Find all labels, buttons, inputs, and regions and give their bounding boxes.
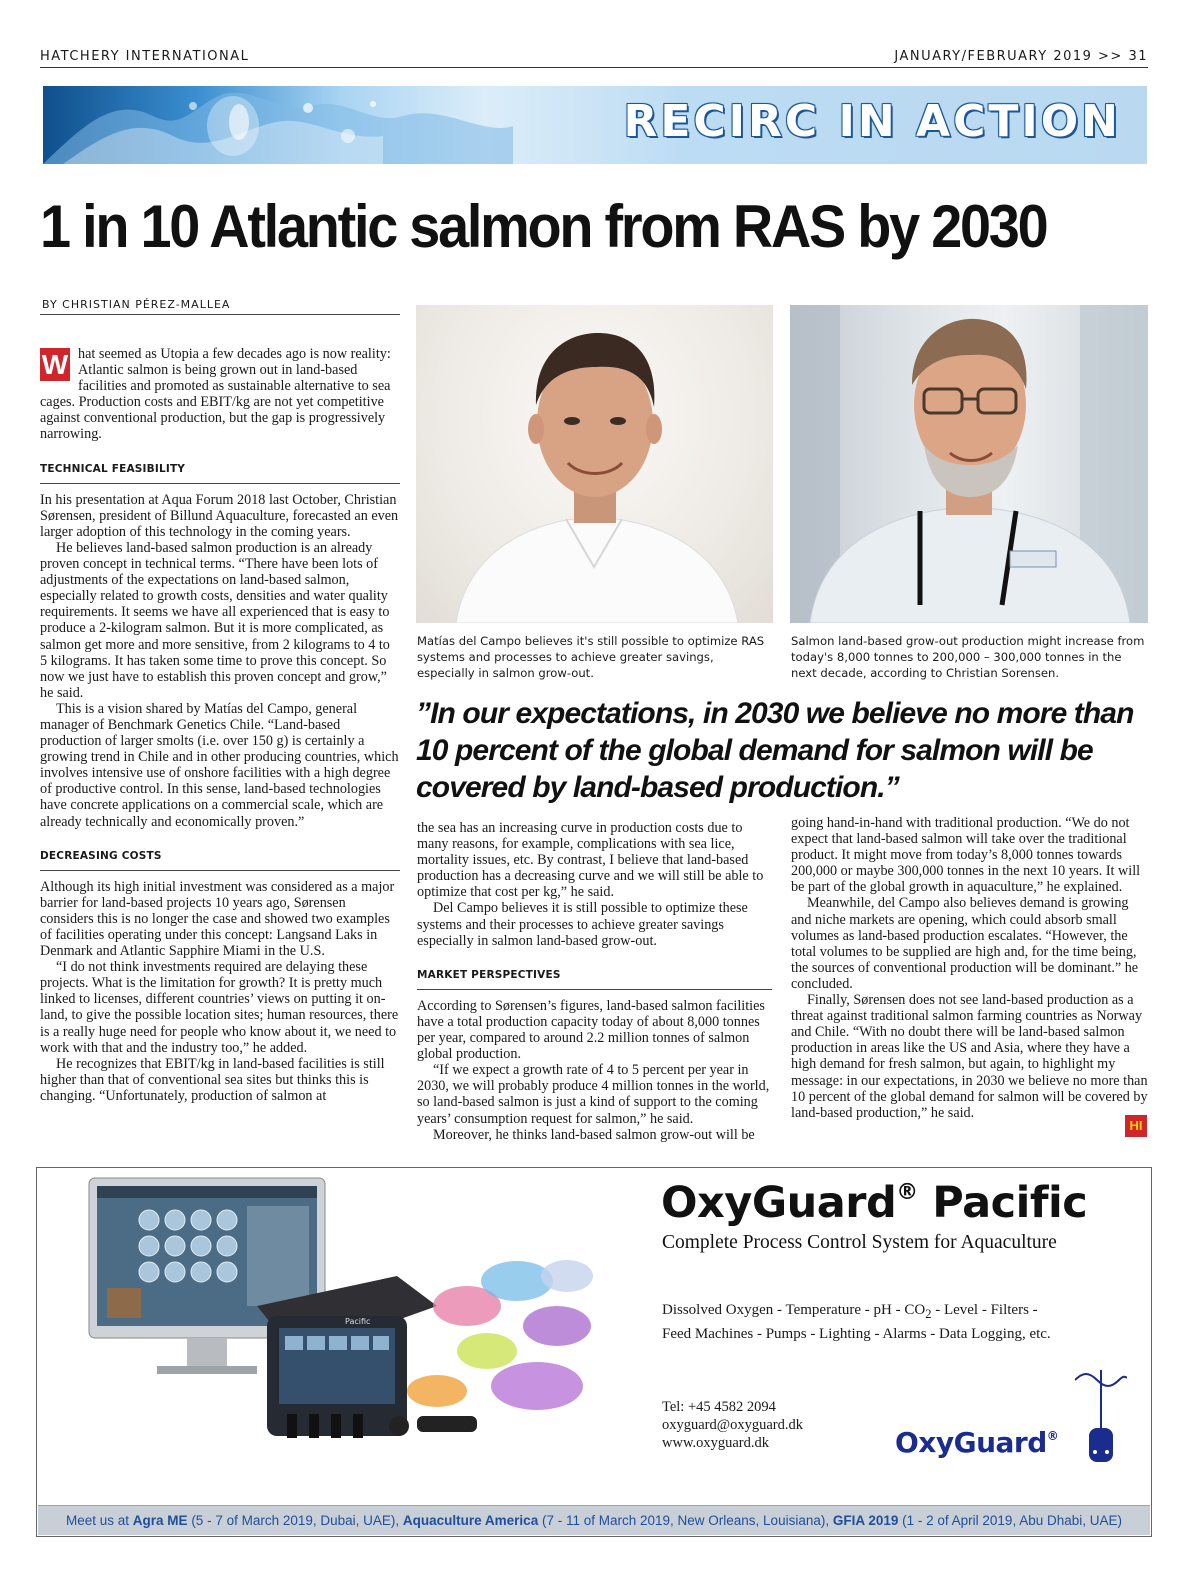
section-heading-costs: DECREASING COSTS (40, 848, 400, 871)
feature-line-1 (662, 1300, 1092, 1324)
article-column-2 (417, 820, 772, 1143)
pull-quote: ”In our expectations, in 2030 we believe no more than 10 percent of the global demand for salmon will be covered by land-based production.” (416, 697, 1134, 804)
paragraph: “If we expect a growth rate of 4 to 5 percent per year in 2030, we will probably produce 4 million tonnes in the world, so land-based salmon is just a kind of support to the coming years’ consumption request for salmon,” he said. (417, 1062, 770, 1127)
ad-feature-list (662, 1300, 1092, 1344)
event-name: GFIA 2019 (832, 1513, 899, 1528)
ad-brand-title (661, 1178, 1087, 1228)
logo-registered-mark: ® (1046, 1429, 1059, 1443)
phone-number: Tel: +45 4582 2094 (662, 1399, 776, 1415)
registered-mark: ® (896, 1180, 918, 1205)
water-splash-graphic (43, 86, 603, 164)
paragraph: Del Campo believes it is still possible to optimize these systems and their processes to achieve greater savings especially in salmon land-based grow-out. (417, 900, 748, 949)
paragraph: He believes land-based salmon production is an already proven concept in technical terms. “There have been lots of adjustments of the expectations on land-based salmon, especially related to growth costs, densities and water quality requirements. It seems we have all experienced that is easy to produce a 2-kilogram salmon. But it is more complicated, as salmon get more and more sensitive, from 2 kilograms to 4 to 5 kilograms. It has taken some time to prove this concept. So now we just have to establish this proven concept and grow,” he said. (40, 539, 390, 701)
event-name: Aquaculture America (402, 1513, 539, 1528)
paragraph: In his presentation at Aqua Forum 2018 last October, Christian Sørensen, president of Billund Aquaculture, forecasted an even larger adoption of this technology in the coming years. (40, 491, 399, 540)
paragraph: According to Sørensen’s figures, land-based salmon facilities have a total production capacity today of about 8,000 tonnes per year, compared to around 2.2 million tonnes of salmon global production. (417, 997, 765, 1063)
paragraph: the sea has an increasing curve in production costs due to many reasons, for example, complications with sea lice, mortality issues, etc. By contrast, I believe that land-based production has a decreasing curve and we will still be able to optimize that cost per kg,” he said. (417, 820, 764, 901)
event-detail: (7 - 11 of March 2019, New Orleans, Louisiana), (538, 1513, 833, 1528)
section-heading-technical: TECHNICAL FEASIBILITY (40, 461, 400, 484)
running-header (40, 48, 1148, 68)
paragraph: This is a vision shared by Matías del Campo, general manager of Benchmark Genetics Chile. “Land-based production of larger smolts (i.e. over 150 g) is certainly a growing trend in Chile and in other producing countries, which involves intensive use of onshore facilities with a high degree of productive control. In this sense, land-based technologies have concrete applications on a commercial scale, which are already technically and economically proven.” (40, 700, 399, 830)
paragraph: “I do not think investments required are delaying these projects. What is the limitation for growth? It is pretty much linked to licenses, different countries’ views on putting it on-land, to give the possible location sites; human resources, there is a really huge need for people who know about it, we need to work with that and the industry too,” he added. (40, 959, 399, 1056)
photo-caption-1: Matías del Campo believes it's still possible to optimize RAS systems and processes to achieve greater savings, especially in salmon grow-out. (417, 634, 765, 680)
ad-tagline: Complete Process Control System for Aquaculture (662, 1232, 1057, 1253)
byline: BY CHRISTIAN PÉREZ-MALLEA (42, 298, 231, 311)
section-title: RECIRC IN ACTION (623, 96, 1121, 147)
section-banner (43, 86, 1147, 164)
oxyguard-logo (895, 1418, 1135, 1470)
photo-matias-del-campo (416, 305, 773, 623)
email-link[interactable]: oxyguard@oxyguard.dk (662, 1417, 804, 1433)
ad-events-footer (38, 1505, 1150, 1535)
oxyguard-advertisement[interactable] (36, 1167, 1152, 1537)
portrait-illustration (790, 305, 1148, 623)
intro-paragraph (40, 346, 400, 443)
paragraph: Meanwhile, del Campo also believes demand is growing and niche markets are opening, which could absorb small volumes as land-based production escalates. “However, the total volumes to be supplied are high and, for the time being, the sources of conventional production will be dominant.” he concluded. (791, 895, 1139, 992)
probe-icon (1075, 1368, 1127, 1468)
dropcap: W (41, 349, 69, 380)
issue-page-number: JANUARY/FEBRUARY 2019 >> 31 (894, 49, 1148, 64)
intro-text: hat seemed as Utopia a few decades ago is now reality: Atlantic salmon is being grown out in land-based facilities and promoted as sustainable alternative to sea cages. Production costs and EBIT/kg are not yet competitive against conventional production, but the gap is progressively narrowing. (40, 346, 391, 443)
byline-divider (40, 314, 400, 315)
event-detail: (5 - 7 of March 2019, Dubai, UAE), (187, 1513, 403, 1528)
brand-name: OxyGuard (661, 1178, 897, 1228)
paragraph: He recognizes that EBIT/kg in land-based facilities is still higher than that of conventional sea sites but thinks this is changing. “Unfortunately, production of salmon at (40, 1055, 385, 1104)
subscript: 2 (925, 1307, 932, 1321)
logo-text (895, 1426, 1058, 1459)
product-illustration (87, 1176, 627, 1448)
portrait-illustration (416, 305, 773, 623)
ad-contact (662, 1398, 803, 1452)
article-column-3 (791, 815, 1148, 1121)
article-headline: 1 in 10 Atlantic salmon from RAS by 2030 (40, 193, 1047, 260)
article-column-1 (40, 346, 400, 1104)
feature-line-2: Feed Machines - Pumps - Lighting - Alarms - Data Logging, etc. (662, 1326, 1051, 1342)
end-of-article-badge: HI (1125, 1115, 1147, 1137)
logo-name: OxyGuard (895, 1426, 1047, 1459)
section-heading-market: MARKET PERSPECTIVES (417, 967, 772, 990)
feature-text: - Level - Filters - (931, 1302, 1038, 1318)
photo-caption-2: Salmon land-based grow-out production might increase from today's 8,000 tonnes to 200,000 – 300,000 tonnes in the next decade, according to Christian Sorensen. (791, 634, 1145, 680)
event-detail: (1 - 2 of April 2019, Abu Dhabi, UAE) (898, 1513, 1122, 1528)
website-link[interactable]: www.oxyguard.dk (662, 1435, 769, 1451)
publication-name: HATCHERY INTERNATIONAL (40, 49, 250, 64)
footer-text: Meet us at (66, 1513, 133, 1528)
photo-christian-sorensen (790, 305, 1148, 623)
paragraph: Finally, Sørensen does not see land-based production as a threat against traditional salmon farming countries as Norway and Chile. “With no doubt there will be land-based salmon production in areas like the US and Asia, where they have a high demand for fresh salmon, but again, to highlight my message: in our expectations, in 2030 we believe no more than 10 percent of the global demand for salmon will be covered by land-based production,” he said. (791, 992, 1148, 1121)
paragraph: going hand-in-hand with traditional production. “We do not expect that land-based salmon will take over the traditional product. It might move from today’s 8,000 tonnes towards 200,000 or maybe 300,000 tonnes in the next 10 years. It will be part of the global growth in aquaculture,” he explained. (791, 815, 1141, 896)
event-name: Agra ME (132, 1513, 188, 1528)
feature-text: Dissolved Oxygen - Temperature - pH - CO (662, 1302, 926, 1318)
paragraph: Although its high initial investment was considered as a major barrier for land-based projects 10 years ago, Sørensen considers this is no longer the case and showed two examples of facilities operating under this concept: Langsand Laks in Denmark and Atlantic Sapphire Miami in the U.S. (40, 878, 395, 960)
device-label: Pacific (345, 1317, 371, 1326)
paragraph: Moreover, he thinks land-based salmon grow-out will be (433, 1126, 755, 1143)
brand-suffix: Pacific (932, 1178, 1088, 1228)
